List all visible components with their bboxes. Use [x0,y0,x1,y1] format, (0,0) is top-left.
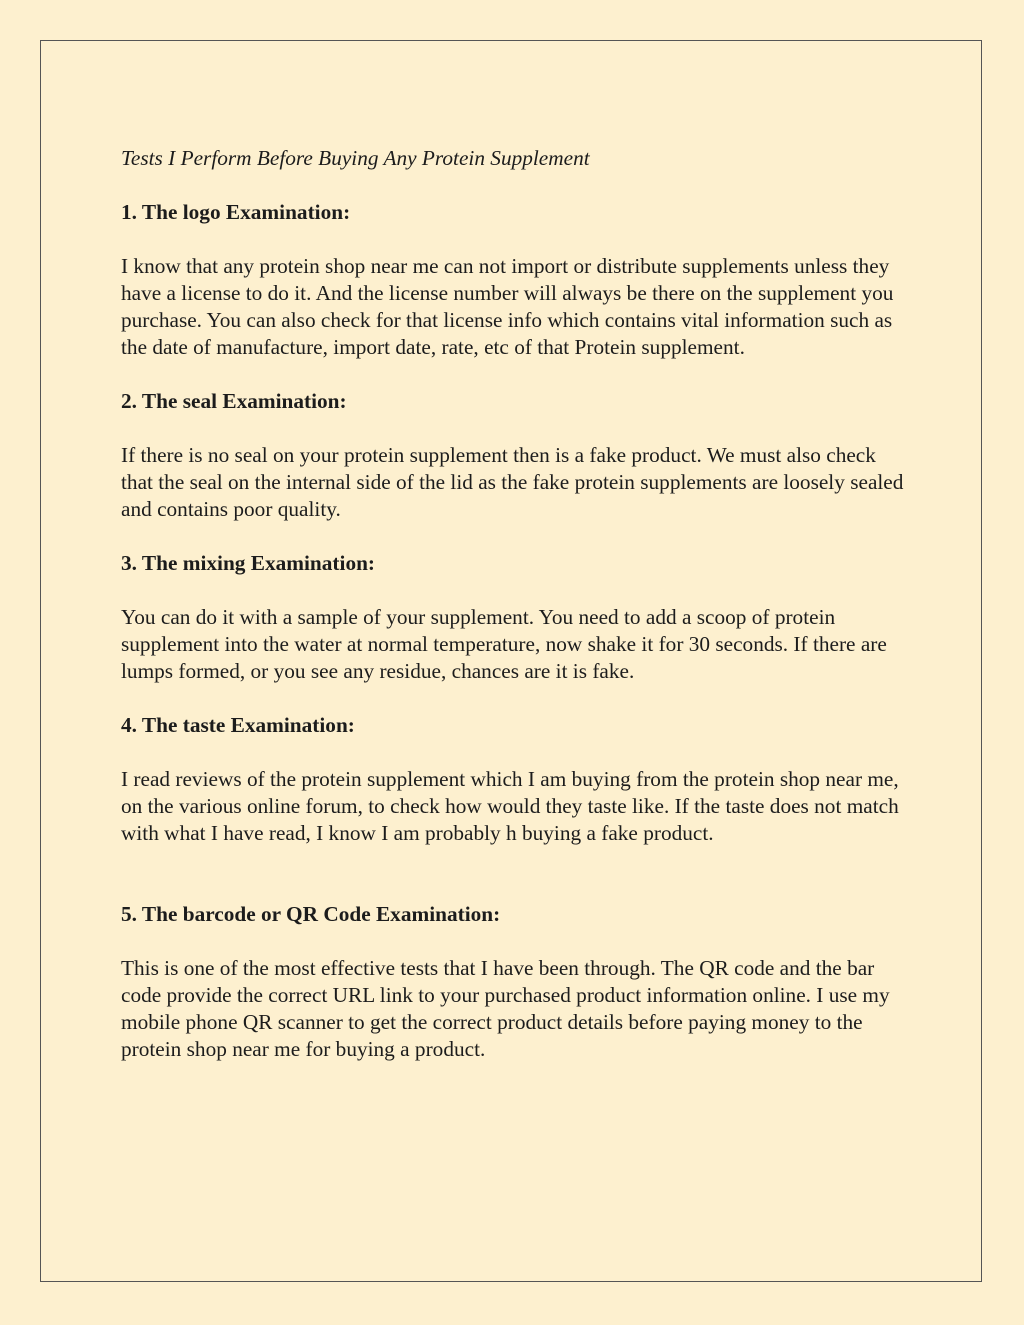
section-heading-taste: 4. The taste Examination: [121,713,355,737]
section-heading-mixing: 3. The mixing Examination: [121,551,376,575]
section-body-seal: If there is no seal on your protein supplement then is a fake product. We must also check that the seal on the internal side of the lid as the fake protein supplements are loosely sealed and contains poor quality. [121,443,904,521]
document-title: Tests I Perform Before Buying Any Protein Supplement [121,146,590,170]
section-body-barcode: This is one of the most effective tests that I have been through. The QR code and the bar code provide the correct URL link to your purchased product information online. I use my mobile phone QR scanner to get the correct product details before paying money to the protein shop near me for buying a product. [121,956,890,1061]
section-body-logo: I know that any protein shop near me can not import or distribute supplements unless they have a license to do it. And the license number will always be there on the supplement you purchase. You can also check for that license info which contains vital information such as the date of manufacture, import date, rate, etc of that Protein supplement. [121,254,894,359]
document-content [121,145,911,1063]
section-body-mixing: You can do it with a sample of your supplement. You need to add a scoop of protein supplement into the water at normal temperature, now shake it for 30 seconds. If there are lumps formed, or you see any residue, chances are it is fake. [121,605,887,683]
section-heading-barcode: 5. The barcode or QR Code Examination: [121,902,501,926]
section-body-taste: I read reviews of the protein supplement which I am buying from the protein shop near me, on the various online forum, to check how would they taste like. If the taste does not match with what I have read, I know I am probably h buying a fake product. [121,767,899,845]
section-heading-logo: 1. The logo Examination: [121,200,351,224]
section-heading-seal: 2. The seal Examination: [121,389,347,413]
